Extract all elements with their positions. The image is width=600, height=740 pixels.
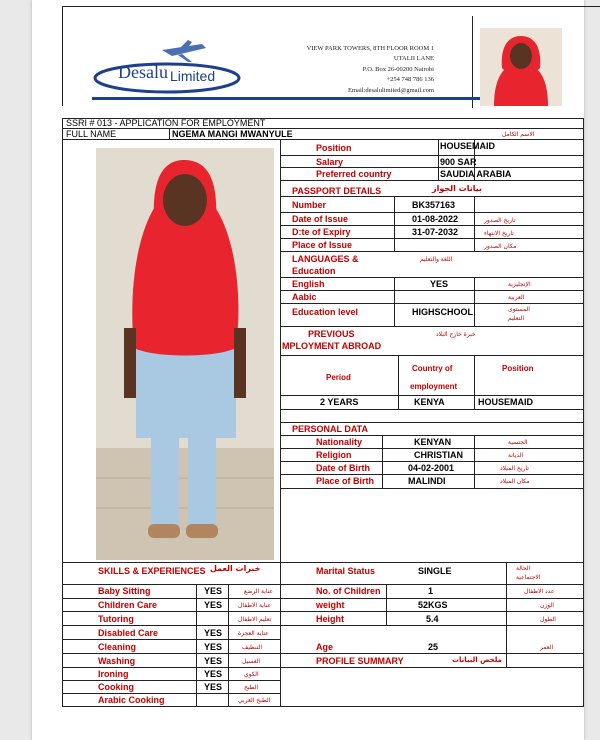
- col-country-2: employment: [410, 382, 458, 391]
- religion-label: Religion: [316, 450, 352, 460]
- grid-line: [280, 277, 584, 278]
- skill-arabic: عناية الاطفال: [238, 602, 272, 609]
- application-form-page: [32, 0, 584, 740]
- languages-heading: LANGUAGES & Education: [292, 254, 359, 276]
- header-divider: [92, 97, 490, 100]
- form-reference: SSRI # 013 - APPLICATION FOR EMPLOYMENT: [66, 118, 266, 128]
- salary-label: Salary: [316, 157, 344, 167]
- grid-line: [280, 303, 584, 304]
- weight-arabic: الوزن: [540, 602, 554, 609]
- grid-line: [280, 225, 584, 226]
- grid-outer-right: [583, 118, 584, 707]
- grid-line: [62, 667, 584, 668]
- company-name: Desalu: [118, 62, 168, 82]
- header-photo: [480, 28, 562, 106]
- skill-label: Disabled Care: [98, 628, 159, 638]
- height-label: Height: [316, 614, 344, 624]
- marital-arabic-1: الحالة: [516, 565, 531, 572]
- grid-bottom: [62, 706, 584, 707]
- age-arabic: العمر: [540, 644, 554, 651]
- grid-line: [62, 128, 584, 129]
- grid-line: [196, 584, 197, 706]
- grid-line: [280, 422, 584, 423]
- grid-line: [280, 474, 584, 475]
- skill-arabic: الغسيل: [242, 658, 261, 665]
- address-line-3: P.O. Box 26-00200 Nairobi: [362, 66, 434, 73]
- english-arabic: الإنجليزية: [508, 281, 531, 288]
- skills-heading-arabic: خبرات العمل: [210, 564, 261, 573]
- children-value: 1: [428, 586, 434, 596]
- passport-number-value: BK357163: [412, 200, 456, 210]
- english-value: YES: [430, 279, 449, 289]
- skill-arabic: التنظيف: [242, 644, 263, 651]
- grid-line: [62, 653, 584, 654]
- grid-line: [280, 251, 584, 252]
- education-label: Education level: [292, 307, 359, 317]
- grid-line: [382, 435, 383, 488]
- grid-line: [280, 180, 584, 181]
- experience-position: HOUSEMAID: [478, 397, 534, 407]
- address-line-4: +254 748 786 136: [386, 76, 434, 83]
- grid-line: [280, 488, 584, 489]
- grid-line: [62, 680, 280, 681]
- place-of-issue-label: Place of Issue: [292, 240, 353, 250]
- position-value: HOUSEMAID: [440, 141, 496, 151]
- previous-employment-heading-arabic: خبرة خارج البلاد: [436, 331, 476, 338]
- religion-arabic: الديانة: [508, 452, 524, 459]
- col-position: Position: [502, 364, 534, 373]
- height-arabic: الطول: [540, 616, 556, 623]
- pob-label: Place of Birth: [316, 476, 375, 486]
- grid-line: [386, 584, 387, 625]
- expiry-date-label: D:te of Expiry: [292, 227, 351, 237]
- marital-label: Marital Status: [316, 566, 376, 576]
- grid-line: [62, 625, 584, 626]
- grid-line: [280, 326, 584, 327]
- grid-line: [62, 139, 584, 140]
- pob-value: MALINDI: [408, 476, 446, 486]
- grid-line: [474, 355, 475, 409]
- grid-line: [280, 139, 281, 562]
- nationality-label: Nationality: [316, 437, 363, 447]
- age-label: Age: [316, 642, 334, 652]
- skill-value: YES: [204, 669, 223, 679]
- experience-country: KENYA: [414, 397, 445, 407]
- grid-line: [280, 290, 584, 291]
- age-value: 25: [428, 642, 439, 652]
- height-value: 5.4: [426, 614, 439, 624]
- grid-line: [398, 355, 399, 409]
- grid-line: [280, 167, 584, 168]
- skill-arabic: الكوي: [244, 671, 259, 678]
- expiry-date-value: 31-07-2032: [412, 227, 459, 237]
- education-arabic-1: المستوى: [508, 306, 530, 313]
- previous-employment-heading-2: MPLOYMENT ABROAD: [282, 341, 382, 351]
- education-value: HIGHSCHOOL: [412, 307, 474, 317]
- grid-line: [280, 212, 584, 213]
- arabic-arabic: العربية: [508, 294, 525, 301]
- grid-line: [394, 196, 395, 251]
- passport-heading-arabic: بيانات الجواز: [432, 184, 482, 193]
- grid-line: [62, 598, 584, 599]
- issue-date-label: Date of Issue: [292, 214, 349, 224]
- grid-line: [280, 155, 584, 156]
- grid-line: [280, 395, 584, 396]
- grid-line: [474, 435, 475, 488]
- passport-number-label: Number: [292, 200, 327, 210]
- children-arabic: عدد الاطفال: [524, 588, 555, 595]
- candidate-photo: [96, 148, 274, 560]
- address-line-2: UTALII LANE: [393, 55, 434, 62]
- weight-label: weight: [316, 600, 345, 610]
- address-line-5: Email:desalulimited@gmail.com: [348, 87, 434, 94]
- nationality-arabic: الجنسية: [508, 439, 528, 446]
- place-of-issue-arabic: مكان الصدور: [484, 243, 517, 250]
- expiry-date-arabic: تاريخ الانتهاء: [484, 230, 514, 237]
- full-name-arabic: الاسم الكامل: [502, 131, 535, 138]
- address-line-1: VIEW PARK TOWERS, 8TH FLOOR ROOM 1: [306, 45, 434, 52]
- skill-label: Arabic Cooking: [98, 695, 165, 705]
- education-arabic-2: التعليم: [508, 315, 524, 322]
- top-border-line: [62, 6, 600, 7]
- grid-line: [280, 409, 584, 410]
- profile-summary-label: PROFILE SUMMARY: [316, 656, 404, 666]
- grid-line: [474, 196, 475, 251]
- religion-value: CHRISTIAN: [414, 450, 463, 460]
- skill-value: YES: [204, 600, 223, 610]
- personal-heading: PERSONAL DATA: [292, 424, 369, 434]
- dob-arabic: تاريخ الميلاد: [500, 465, 529, 472]
- skill-label: Cooking: [98, 682, 134, 692]
- grid-line: [394, 277, 395, 326]
- arabic-label: Aabic: [292, 292, 317, 302]
- profile-summary-arabic: ملخص البيانات: [452, 656, 502, 664]
- grid-line: [280, 355, 584, 356]
- skill-label: Baby Sitting: [98, 586, 151, 596]
- skill-arabic: تعليم الاطفال: [238, 616, 272, 623]
- full-name-label: FULL NAME: [66, 129, 117, 139]
- skill-value: YES: [204, 682, 223, 692]
- grid-line: [280, 238, 584, 239]
- country-value: SAUDIA ARABIA: [440, 169, 512, 179]
- company-suffix: Limited: [170, 68, 216, 84]
- col-country-1: Country of: [412, 364, 453, 373]
- full-name-value: NGEMA MANGI MWANYULE: [172, 129, 293, 139]
- grid-line: [280, 196, 584, 197]
- grid-line: [280, 435, 584, 436]
- skill-value: YES: [204, 656, 223, 666]
- grid-line: [62, 639, 280, 640]
- skill-value: YES: [204, 586, 223, 596]
- pob-arabic: مكان الميلاد: [500, 478, 530, 485]
- skill-label: Ironing: [98, 669, 129, 679]
- dob-label: Date of Birth: [316, 463, 370, 473]
- dob-value: 04-02-2001: [408, 463, 455, 473]
- languages-heading-arabic: اللغة والتعليم: [420, 256, 453, 263]
- skill-label: Tutoring: [98, 614, 134, 624]
- header-left-border: [62, 6, 63, 106]
- skill-label: Children Care: [98, 600, 158, 610]
- position-label: Position: [316, 143, 352, 153]
- marital-value: SINGLE: [418, 566, 452, 576]
- skill-arabic: الطبخ: [244, 684, 259, 691]
- country-label: Preferred country: [316, 169, 392, 179]
- grid-line: [62, 584, 584, 585]
- skill-arabic: عناية الرضع: [244, 588, 274, 595]
- skills-heading: SKILLS & EXPERIENCES: [98, 566, 206, 576]
- salary-value: 900 SAR: [440, 157, 477, 167]
- grid-line: [228, 584, 229, 706]
- grid-line: [62, 693, 280, 694]
- grid-line: [169, 128, 170, 139]
- marital-arabic-2: الاجتماعية: [516, 574, 541, 581]
- skill-arabic: عناية العجزة: [238, 630, 269, 637]
- previous-employment-heading-1: PREVIOUS: [308, 329, 355, 339]
- passport-heading: PASSPORT DETAILS: [292, 186, 382, 196]
- weight-value: 52KGS: [418, 600, 448, 610]
- english-label: English: [292, 279, 325, 289]
- grid-line: [438, 139, 439, 180]
- grid-line: [62, 611, 584, 612]
- grid-line: [280, 461, 584, 462]
- col-period: Period: [326, 373, 351, 382]
- skill-value: YES: [204, 628, 223, 638]
- children-label: No. of Children: [316, 586, 381, 596]
- grid-outer-left: [62, 118, 63, 707]
- experience-period: 2 YEARS: [320, 397, 359, 407]
- skill-label: Cleaning: [98, 642, 137, 652]
- issue-date-arabic: تاريخ الصدور: [484, 217, 516, 224]
- issue-date-value: 01-08-2022: [412, 214, 459, 224]
- skill-label: Washing: [98, 656, 136, 666]
- nationality-value: KENYAN: [414, 437, 452, 447]
- header-photo-border: [472, 16, 473, 108]
- skill-arabic: الطبخ العربي: [238, 697, 271, 704]
- grid-line: [474, 277, 475, 326]
- skill-value: YES: [204, 642, 223, 652]
- grid-line: [280, 448, 584, 449]
